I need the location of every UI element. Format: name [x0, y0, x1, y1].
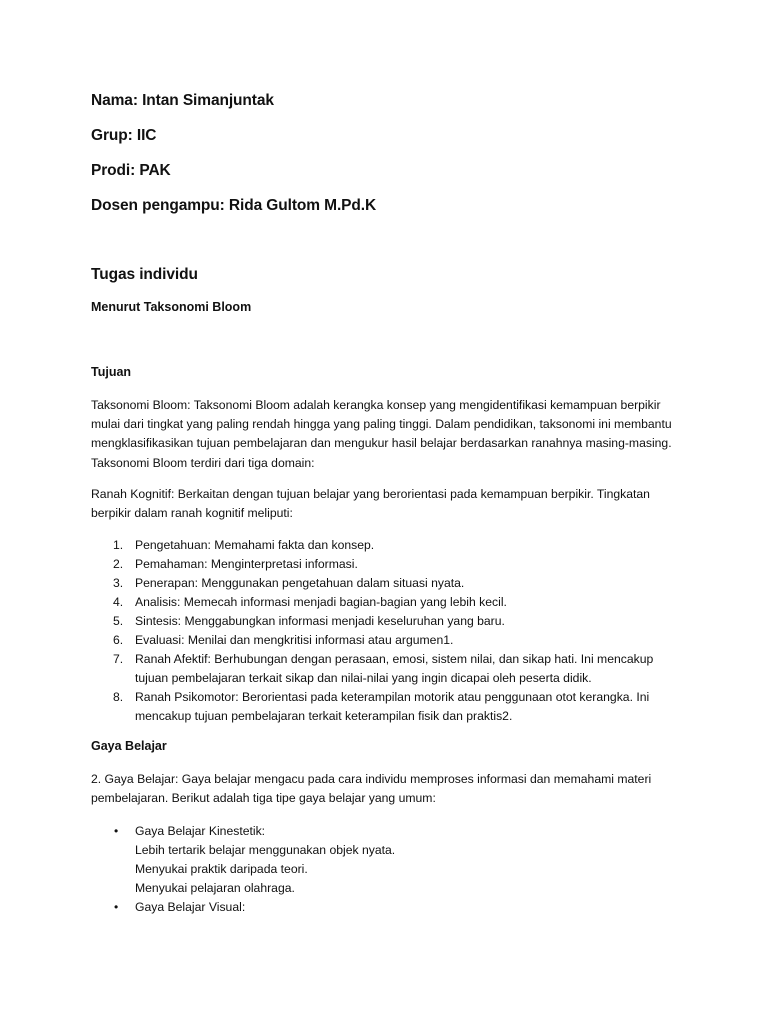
list-number: 6. [113, 633, 124, 647]
list-line: Menyukai praktik daripada teori. [135, 862, 308, 876]
section-heading-tujuan: Tujuan [91, 365, 132, 379]
kognitif-paragraph [91, 485, 691, 523]
list-line: Pemahaman: Menginterpretasi informasi. [135, 557, 358, 571]
list-number: 1. [113, 538, 124, 552]
list-line: Evaluasi: Menilai dan mengkritisi informasi atau argumen1. [135, 633, 454, 647]
student-name: Nama: Intan Simanjuntak [91, 92, 274, 109]
section-heading-gaya-belajar: Gaya Belajar [91, 739, 167, 753]
list-item [91, 688, 691, 726]
list-line: tujuan pembelajaran terkait sikap dan nilai-nilai yang ingin dicapai oleh peserta didik. [135, 671, 592, 685]
list-number: 2. [113, 557, 124, 571]
list-line: Pengetahuan: Memahami fakta dan konsep. [135, 538, 375, 552]
paragraph-line: 2. Gaya Belajar: Gaya belajar mengacu pada cara individu memproses informasi dan memahami materi [91, 772, 652, 786]
list-number: 4. [113, 595, 124, 609]
list-item [91, 593, 691, 612]
bullet-icon: • [114, 900, 119, 914]
paragraph-line: Ranah Kognitif: Berkaitan dengan tujuan belajar yang berorientasi pada kemampuan berpikir. Tingkatan [91, 487, 650, 501]
assignment-title: Tugas individu [91, 266, 198, 283]
list-item [91, 536, 691, 555]
lecturer: Dosen pengampu: Rida Gultom M.Pd.K [91, 197, 377, 214]
paragraph-line: Taksonomi Bloom: Taksonomi Bloom adalah kerangka konsep yang mengidentifikasi kemampuan berpikir [91, 398, 661, 412]
paragraph-line: pembelajaran. Berikut adalah tiga tipe gaya belajar yang umum: [91, 791, 436, 806]
list-number: 5. [113, 614, 124, 628]
study-program: Prodi: PAK [91, 162, 171, 179]
assignment-subtitle: Menurut Taksonomi Bloom [91, 300, 252, 314]
list-number: 7. [113, 652, 124, 666]
bullet-list [91, 822, 691, 917]
paragraph-line: mengklasifikasikan tujuan pembelajaran dan mengukur hasil belajar berdasarkan ranahnya masing-masing. [91, 436, 672, 451]
list-line: Analisis: Memecah informasi menjadi bagian-bagian yang lebih kecil. [135, 595, 507, 609]
list-line: Ranah Psikomotor: Berorientasi pada keterampilan motorik atau penggunaan otot kerangka. Ini [135, 690, 650, 704]
numbered-list [91, 536, 691, 726]
paragraph-line: Taksonomi Bloom terdiri dari tiga domain: [91, 455, 315, 470]
list-item [91, 650, 691, 688]
list-line: Lebih tertarik belajar menggunakan objek nyata. [135, 843, 396, 857]
list-line: Gaya Belajar Visual: [135, 900, 246, 914]
paragraph-line: mulai dari tingkat yang paling rendah hingga yang paling tinggi. Dalam pendidikan, taksonomi ini membantu [91, 417, 672, 432]
list-line: Sintesis: Menggabungkan informasi menjadi keseluruhan yang baru. [135, 614, 505, 628]
list-number: 8. [113, 690, 124, 704]
list-item [91, 574, 691, 593]
list-item [91, 898, 691, 917]
list-item [91, 555, 691, 574]
list-item [91, 612, 691, 631]
list-line: mencakup tujuan pembelajaran terkait keterampilan fisik dan praktis2. [135, 709, 513, 723]
student-group: Grup: IIC [91, 127, 157, 144]
bullet-icon: • [114, 824, 119, 838]
list-line: Ranah Afektif: Berhubungan dengan perasaan, emosi, sistem nilai, dan sikap hati. Ini mencakup [135, 652, 654, 666]
paragraph-line: berpikir dalam ranah kognitif meliputi: [91, 506, 293, 521]
list-line: Gaya Belajar Kinestetik: [135, 824, 266, 838]
list-item [91, 822, 691, 898]
tujuan-paragraph [91, 396, 691, 473]
list-line: Menyukai pelajaran olahraga. [135, 881, 295, 895]
list-number: 3. [113, 576, 124, 590]
list-item [91, 631, 691, 650]
list-line: Penerapan: Menggunakan pengetahuan dalam situasi nyata. [135, 576, 465, 590]
gaya-paragraph [91, 770, 691, 808]
